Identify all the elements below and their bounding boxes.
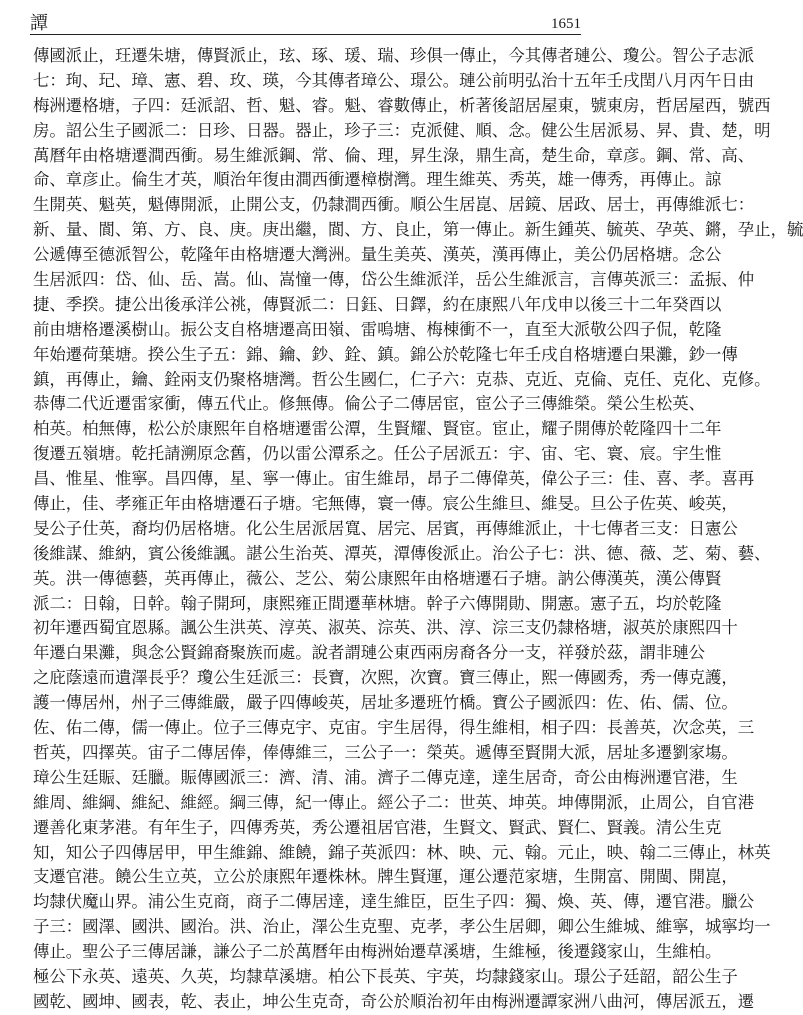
text-line: 國乾、國坤、國表，乾、表止，坤公生克奇，奇公於順治初年由梅洲遷譚家洲八曲河，傳居派五，遷 (33, 991, 755, 1011)
text-line: 命、章彦止。倫生才英，順治年復由澗西衝遷樟樹灣。理生維英、秀英，雄一傳秀，再傳止。諒 (33, 170, 722, 190)
page-number: 1651 (551, 16, 581, 32)
text-line: 新、量、閬、第、方、良、庚。庚出繼，閬、方、良止，第一傳止。新生鍾英、毓英、孕英、鏘，孕止，毓 (33, 220, 803, 240)
text-line: 前由塘格遷溪樹山。振公支自格塘遷高田嶺、雷嗚塘、梅棟衝不一，直至大派敬公四子侃，乾隆 (33, 319, 722, 339)
text-line: 梅洲遷格塘，子四：廷派詔、哲、魁、睿。魁、睿數傳止，析著後詔居屋東，號東房，哲居屋西，號西 (33, 95, 771, 115)
text-line: 房。詔公生子國派二：日珍、日器。器止，珍子三：克派健、順、念。健公生居派易、昇、貴、楚，明 (33, 120, 771, 140)
text-line: 生開英、魁英，魁傳開派，止開公支，仍隸澗西衝。順公生居崑、居鏡、居政、居士，再傳維派七： (33, 195, 755, 215)
text-line: 支遷官港。饒公生立英，立公於康熙年遷株林。牌生賢運，運公遷范家塘，生開富、開閩、開崑， (33, 867, 738, 887)
text-line: 傳止。聖公子三傳居謙，謙公子二於萬曆年由梅洲始遷草溪塘，生維極，後遷錢家山，生維柏。 (33, 942, 722, 962)
text-line: 年始遷荷葉塘。揆公生子五：錦、鑰、鈔、銓、鎮。錦公於乾隆七年壬戌自格塘遷白果灘，鈔一傳 (33, 344, 738, 364)
text-line: 鎮，再傳止，鑰、銓兩支仍聚格塘灣。哲公生國仁，仁子六：克恭、克近、克倫、克任、克化、克修。 (33, 369, 771, 389)
text-line: 恭傳二代近遷雷家衝，傳五代止。修無傳。倫公子二傳居宦，宦公子三傳維榮。榮公生松英、 (33, 394, 706, 414)
running-head-surname: 譚 (30, 13, 48, 34)
text-line: 復遷五嶺塘。乾托請溯原念舊，仍以雷公潭系之。任公子居派五：宇、宙、宅、寰、宸。宇生惟 (33, 444, 722, 464)
text-line: 維周、維綱、維紀、維經。綱三傳，紀一傳止。經公子二：世英、坤英。坤傳開派，止周公，自官港 (33, 792, 755, 812)
header-rule (30, 34, 581, 35)
text-line: 哲英，四擇英。宙子二傳居俸，俸傳維三，三公子一：榮英。遞傳至賢開大派，居址多遷劉家塲。 (33, 742, 738, 762)
text-line: 年遷白果灘，與念公賢錦裔聚族而處。說者謂璉公東西兩房裔各分一支，祥發於茲，謂非璉公 (33, 643, 706, 663)
text-line: 萬曆年由格塘遷澗西衝。易生維派鋼、常、倫、理，昇生淥，鼎生高，楚生命，章彦。鋼、常、高、 (33, 145, 755, 165)
text-line: 初年遷西蜀宜恩縣。諷公生洪英、淳英、淑英、淙英、洪、淳、淙三支仍隸格塘，淑英於康熙四十 (33, 618, 738, 638)
text-line: 傳國派止，玨遷朱塘，傳賢派止，玹、琢、瑗、瑞、珍俱一傳止，今其傳者璉公、瓊公。智公子志派 (33, 46, 755, 65)
text-line: 生居派四：岱、仙、岳、嵩。仙、嵩憧一傳，岱公生維派洋，岳公生維派言，言傳英派三：孟振、仲 (33, 270, 755, 290)
text-line: 傳止，佳、孝雍正年由格塘遷石子塘。宅無傳，寰一傳。宸公生維旦、維旻。旦公子佐英、峻英， (33, 494, 738, 514)
text-line: 知，知公子四傳居甲，甲生維錦、維饒，錦子英派四：林、映、元、翰。元止，映、翰二三傳止，林英 (33, 842, 771, 862)
text-line: 子三：國澤、國洪、國治。洪、治止，澤公生克聖、克孝，孝公生居卿，卿公生維城、維寧，城寧均一 (33, 917, 771, 937)
genealogy-body-text (33, 44, 803, 1015)
text-line: 七：珣、玘、璋、憲、碧、玫、瑛，今其傳者璋公、璟公。璉公前明弘治十五年壬戌閏八月丙午日由 (33, 70, 755, 90)
text-line: 柏英。柏無傳，松公於康熙年自格塘遷雷公潭，生賢耀、賢宦。宦止，耀子開傳於乾隆四十二年 (33, 419, 722, 439)
text-line: 旻公子仕英，裔均仍居格塘。化公生居派居寬、居完、居賓，再傳維派止，十七傳者三支：日憲公 (33, 518, 738, 538)
text-line: 均隸伏魔山界。浦公生克商，商子二傳居達，達生維臣，臣生子四：獨、煥、英、傳，遷官港。臘公 (33, 892, 755, 912)
text-line: 護一傳居州，州子三傳維嚴，嚴子四傳峻英，居址多遷班竹橋。寶公子國派四：佐、佑、儒、位。 (33, 693, 738, 713)
text-line: 之庇蔭遠而遺澤長乎？瓊公生廷派三：長寶，次熙，次寶。寶三傳止，熙一傳國秀，秀一傳克護， (33, 668, 738, 688)
text-line: 昌、惟星、惟寧。昌四傳，星、寧一傳止。宙生維昂，昂子二傳偉英，偉公子三：佳、喜、孝。喜再 (33, 469, 755, 489)
text-line: 捷、季揆。捷公出後承洋公祧，傳賢派二：日鈺、日鐸，約在康熙八年戊申以後三十二年癸酉以 (33, 294, 722, 314)
text-line: 英。洪一傳德藝，英再傳止，薇公、芝公、菊公康熙年由格塘遷石子塘。訥公傳漢英，漢公傳賢 (33, 568, 722, 588)
text-line: 佐、佑二傳，儒一傳止。位子三傳克宇、克宙。宇生居得，得生維相，相子四：長善英，次念英，三 (33, 718, 755, 738)
text-line: 後維謀、維納，賓公後維諷。諶公生治英、潭英，潭傳俊派止。治公子七：洪、德、薇、芝、菊、藝、 (33, 543, 771, 563)
text-line: 璋公生廷賑、廷臘。賑傳國派三：濟、清、浦。濟子二傳克達，達生居奇，奇公由梅洲遷官港，生 (33, 767, 738, 787)
text-line: 派二：日翰，日幹。翰子開珂，康熙雍正間遷華林塘。幹子六傳開勛、開憲。憲子五，均於乾隆 (33, 593, 722, 613)
text-line: 遷善化東茅港。有年生子，四傳秀英，秀公遷祖居官港，生賢文、賢武、賢仁、賢義。清公生克 (33, 817, 722, 837)
text-line: 極公下永英、遠英、久英，均隸草溪塘。柏公下長英、宇英，均隸錢家山。璟公子廷韶，韶公生子 (33, 966, 738, 986)
text-line: 公遞傳至德派智公，乾隆年由格塘遷大灣洲。量生美英、漢英，漢再傳止，美公仍居格塘。念公 (33, 245, 722, 265)
